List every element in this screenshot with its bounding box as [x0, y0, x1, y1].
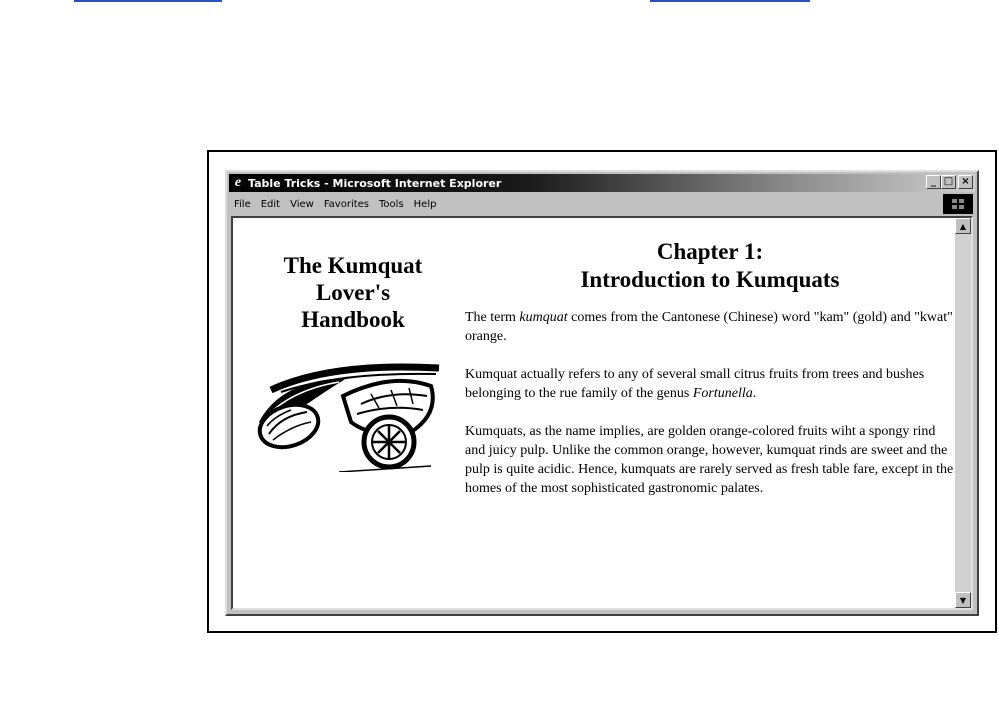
- figure-frame: [207, 150, 997, 633]
- ie-logo-icon: e: [234, 175, 242, 190]
- browser-window: [225, 170, 979, 616]
- top-link-right[interactable]: [650, 0, 810, 2]
- window-title: Table Tricks - Microsoft Internet Explorer: [248, 176, 502, 190]
- paragraph-1: [465, 308, 955, 346]
- kumquat-illustration: [251, 360, 441, 472]
- book-title-line-2: Lover's: [315, 280, 391, 305]
- left-column: [243, 252, 463, 333]
- menu-help[interactable]: Help: [413, 198, 437, 210]
- paragraph-2-text: Kumquat actually refers to any of several small citrus fruits from trees and bushes belonging to the rue family of the genus: [465, 367, 925, 401]
- paragraph-2: [465, 365, 955, 403]
- book-title-line-3: Handbook: [301, 307, 405, 332]
- page-content: [231, 216, 973, 610]
- vertical-scrollbar[interactable]: [955, 218, 971, 608]
- window-controls: [926, 175, 973, 189]
- close-button[interactable]: ×: [958, 175, 973, 189]
- paragraph-1-text-end: comes from the Cantonese (Chinese) word "kam" (gold) and "kwat" orange.: [465, 310, 953, 344]
- paragraph-1-text: The term: [465, 310, 520, 325]
- paragraph-3-text: Kumquats, as the name implies, are golden orange-colored fruits wiht a spongy rind and juicy pulp. Unlike the common orange, however, kumquat rinds are sweet and the pulp is quite acidic. Hence, kumquats are rarely served as fresh table fare, except in the homes of the most sophisticated gastronomic palates.: [465, 424, 954, 496]
- paragraph-3: [465, 422, 955, 498]
- minimize-button[interactable]: _: [926, 175, 941, 189]
- paragraph-2-emphasis: Fortunella: [692, 386, 753, 401]
- menu-favorites[interactable]: Favorites: [323, 198, 370, 210]
- chapter-heading-line-2: Introduction to Kumquats: [580, 267, 840, 292]
- book-title-line-1: The Kumquat: [283, 253, 423, 278]
- scroll-up-icon[interactable]: ▲: [955, 218, 971, 234]
- paragraph-1-emphasis: kumquat: [519, 310, 568, 325]
- chapter-heading-line-1: Chapter 1:: [656, 239, 764, 264]
- book-title: [243, 252, 463, 333]
- maximize-button[interactable]: □: [941, 175, 956, 189]
- top-link-left[interactable]: [74, 0, 222, 2]
- menu-tools[interactable]: Tools: [379, 198, 404, 210]
- menu-bar: [229, 194, 975, 214]
- menu-file[interactable]: File: [234, 198, 251, 210]
- right-column: [465, 238, 955, 517]
- menu-edit[interactable]: Edit: [260, 198, 281, 210]
- chapter-heading: [465, 238, 955, 294]
- title-bar[interactable]: [229, 174, 975, 192]
- windows-logo-icon: [943, 194, 973, 214]
- paragraph-2-text-end: .: [752, 386, 757, 401]
- menu-view[interactable]: View: [290, 198, 314, 210]
- scroll-down-icon[interactable]: ▼: [955, 592, 971, 608]
